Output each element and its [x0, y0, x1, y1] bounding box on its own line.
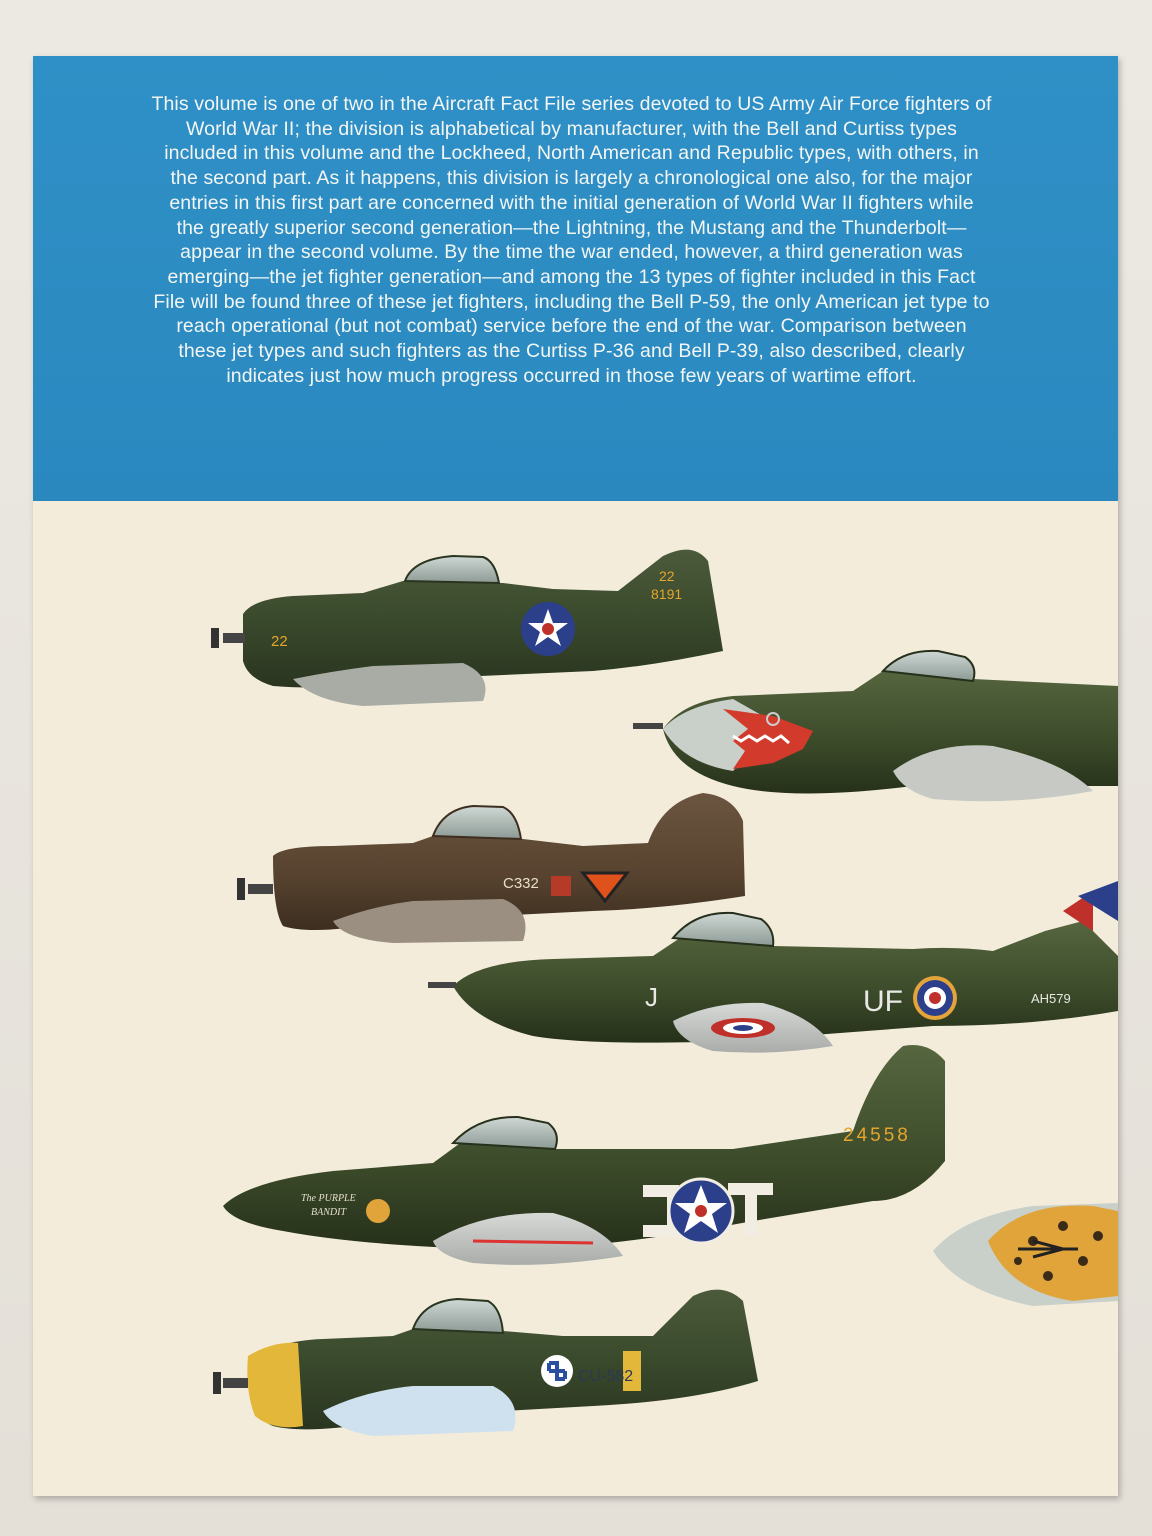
- aircraft-code: 22: [659, 568, 675, 584]
- blurb-line: File will be found three of these jet fighters, including the Bell P-59, the only American jet type to: [153, 290, 990, 313]
- aircraft-code: CU-582: [578, 1368, 634, 1385]
- aircraft-illustrations: [33, 501, 1118, 1496]
- nose-art-text: The PURPLE: [301, 1193, 356, 1204]
- aircraft-code: 8191: [651, 586, 683, 602]
- aircraft-code: 24558: [843, 1125, 911, 1146]
- aircraft-p40-leopard-nose: [933, 1203, 1118, 1306]
- blurb-line: entries in this first part are concerned with the initial generation of World War II fighters while: [169, 191, 974, 214]
- nose-art-text: BANDIT: [311, 1207, 346, 1218]
- blurb-line: included in this volume and the Lockheed, North American and Republic types, with others, in: [164, 142, 979, 165]
- aircraft-code: 22: [271, 633, 288, 650]
- blurb-line: reach operational (but not combat) service before the end of the war. Comparison between: [176, 315, 967, 338]
- aircraft-curtiss-p36-finnish: [213, 1290, 758, 1436]
- aircraft-code: AH579: [1031, 991, 1071, 1006]
- blurb-line: emerging—the jet fighter generation—and among the 13 types of fighter included in this Fact: [167, 265, 976, 288]
- aircraft-bell-p39-purple-bandit: [223, 1045, 945, 1265]
- aircraft-code: J: [645, 982, 658, 1012]
- aircraft-code: UF: [863, 985, 903, 1018]
- blurb-line: indicates just how much progress occurred in those few years of wartime effort.: [226, 364, 917, 387]
- aircraft-curtiss-p36-usaac: [211, 550, 723, 706]
- blurb-line: the greatly superior second generation—the Lightning, the Mustang and the Thunderbolt—: [176, 216, 967, 239]
- blurb-text: [69, 92, 1074, 388]
- blurb-line: This volume is one of two in the Aircraft Fact File series devoted to US Army Air Force fighters of: [151, 93, 992, 115]
- blurb-line: appear in the second volume. By the time the war ended, however, a third generation was: [180, 241, 963, 264]
- aircraft-bell-p39-shark: [633, 651, 1118, 801]
- blurb-panel: [33, 56, 1118, 501]
- book-back-cover: [33, 56, 1118, 1496]
- blurb-line: the second part. As it happens, this division is largely a chronological one also, for the major: [170, 167, 973, 190]
- aircraft-curtiss-p36-dutch: [237, 793, 745, 943]
- blurb-line: World War II; the division is alphabetical by manufacturer, with the Bell and Curtiss types: [185, 117, 958, 140]
- blurb-line: these jet types and such fighters as the Curtiss P-36 and Bell P-39, also described, clearly: [178, 340, 965, 363]
- aircraft-code: C332: [503, 875, 539, 892]
